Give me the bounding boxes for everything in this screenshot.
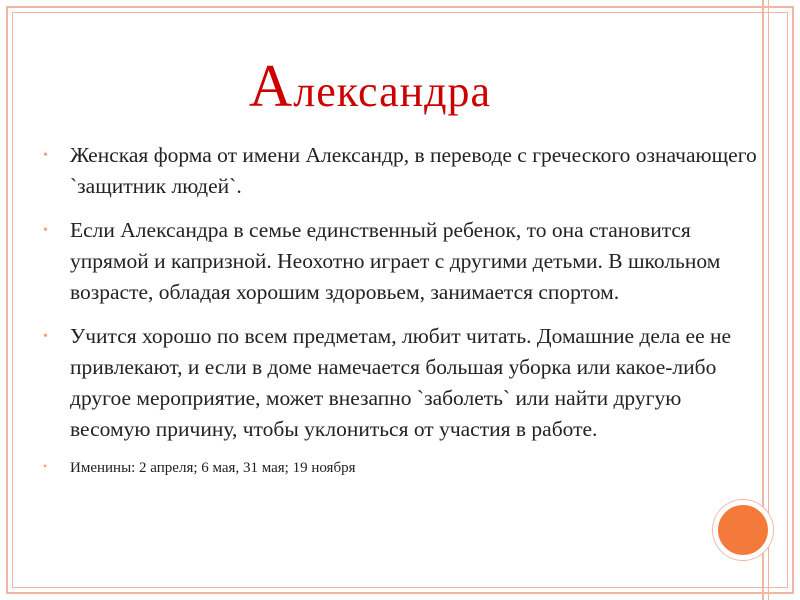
bullet-list — [40, 140, 760, 491]
bullet-marker-icon: • — [43, 223, 48, 238]
title-first-letter: А — [248, 53, 294, 119]
bullet-marker-icon: • — [43, 329, 48, 344]
bullet-item — [40, 321, 760, 445]
bullet-text: Если Александра в семье единственный ребенок, то она становится упрямой и капризной. Неохотно играет с другими детьми. В школьном возрасте, обладая хорошим здоровьем, занимается спортом. — [70, 218, 721, 304]
bullet-item — [40, 140, 760, 202]
title-rest: лександра — [293, 67, 492, 116]
bullet-text: Женская форма от имени Александр, в переводе с греческого означающего `защитник людей`. — [70, 143, 757, 198]
bullet-text: Именины: 2 апреля; 6 мая, 31 мая; 19 ноября — [70, 460, 356, 476]
slide-title — [0, 52, 740, 121]
bullet-item-name-days — [40, 458, 760, 478]
bullet-marker-icon: • — [43, 459, 48, 473]
right-decorative-band — [762, 0, 800, 600]
band-line — [768, 0, 769, 600]
bullet-item — [40, 215, 760, 308]
bullet-marker-icon: • — [43, 148, 48, 163]
orange-circle-decoration — [713, 500, 773, 560]
bullet-text: Учится хорошо по всем предметам, любит читать. Домашние дела ее не привлекают, и если в доме намечается большая уборка или какое-либо другое мероприятие, может внезапно `заболеть` или найти другую весомую причину, чтобы уклониться от участия в работе. — [70, 324, 732, 441]
